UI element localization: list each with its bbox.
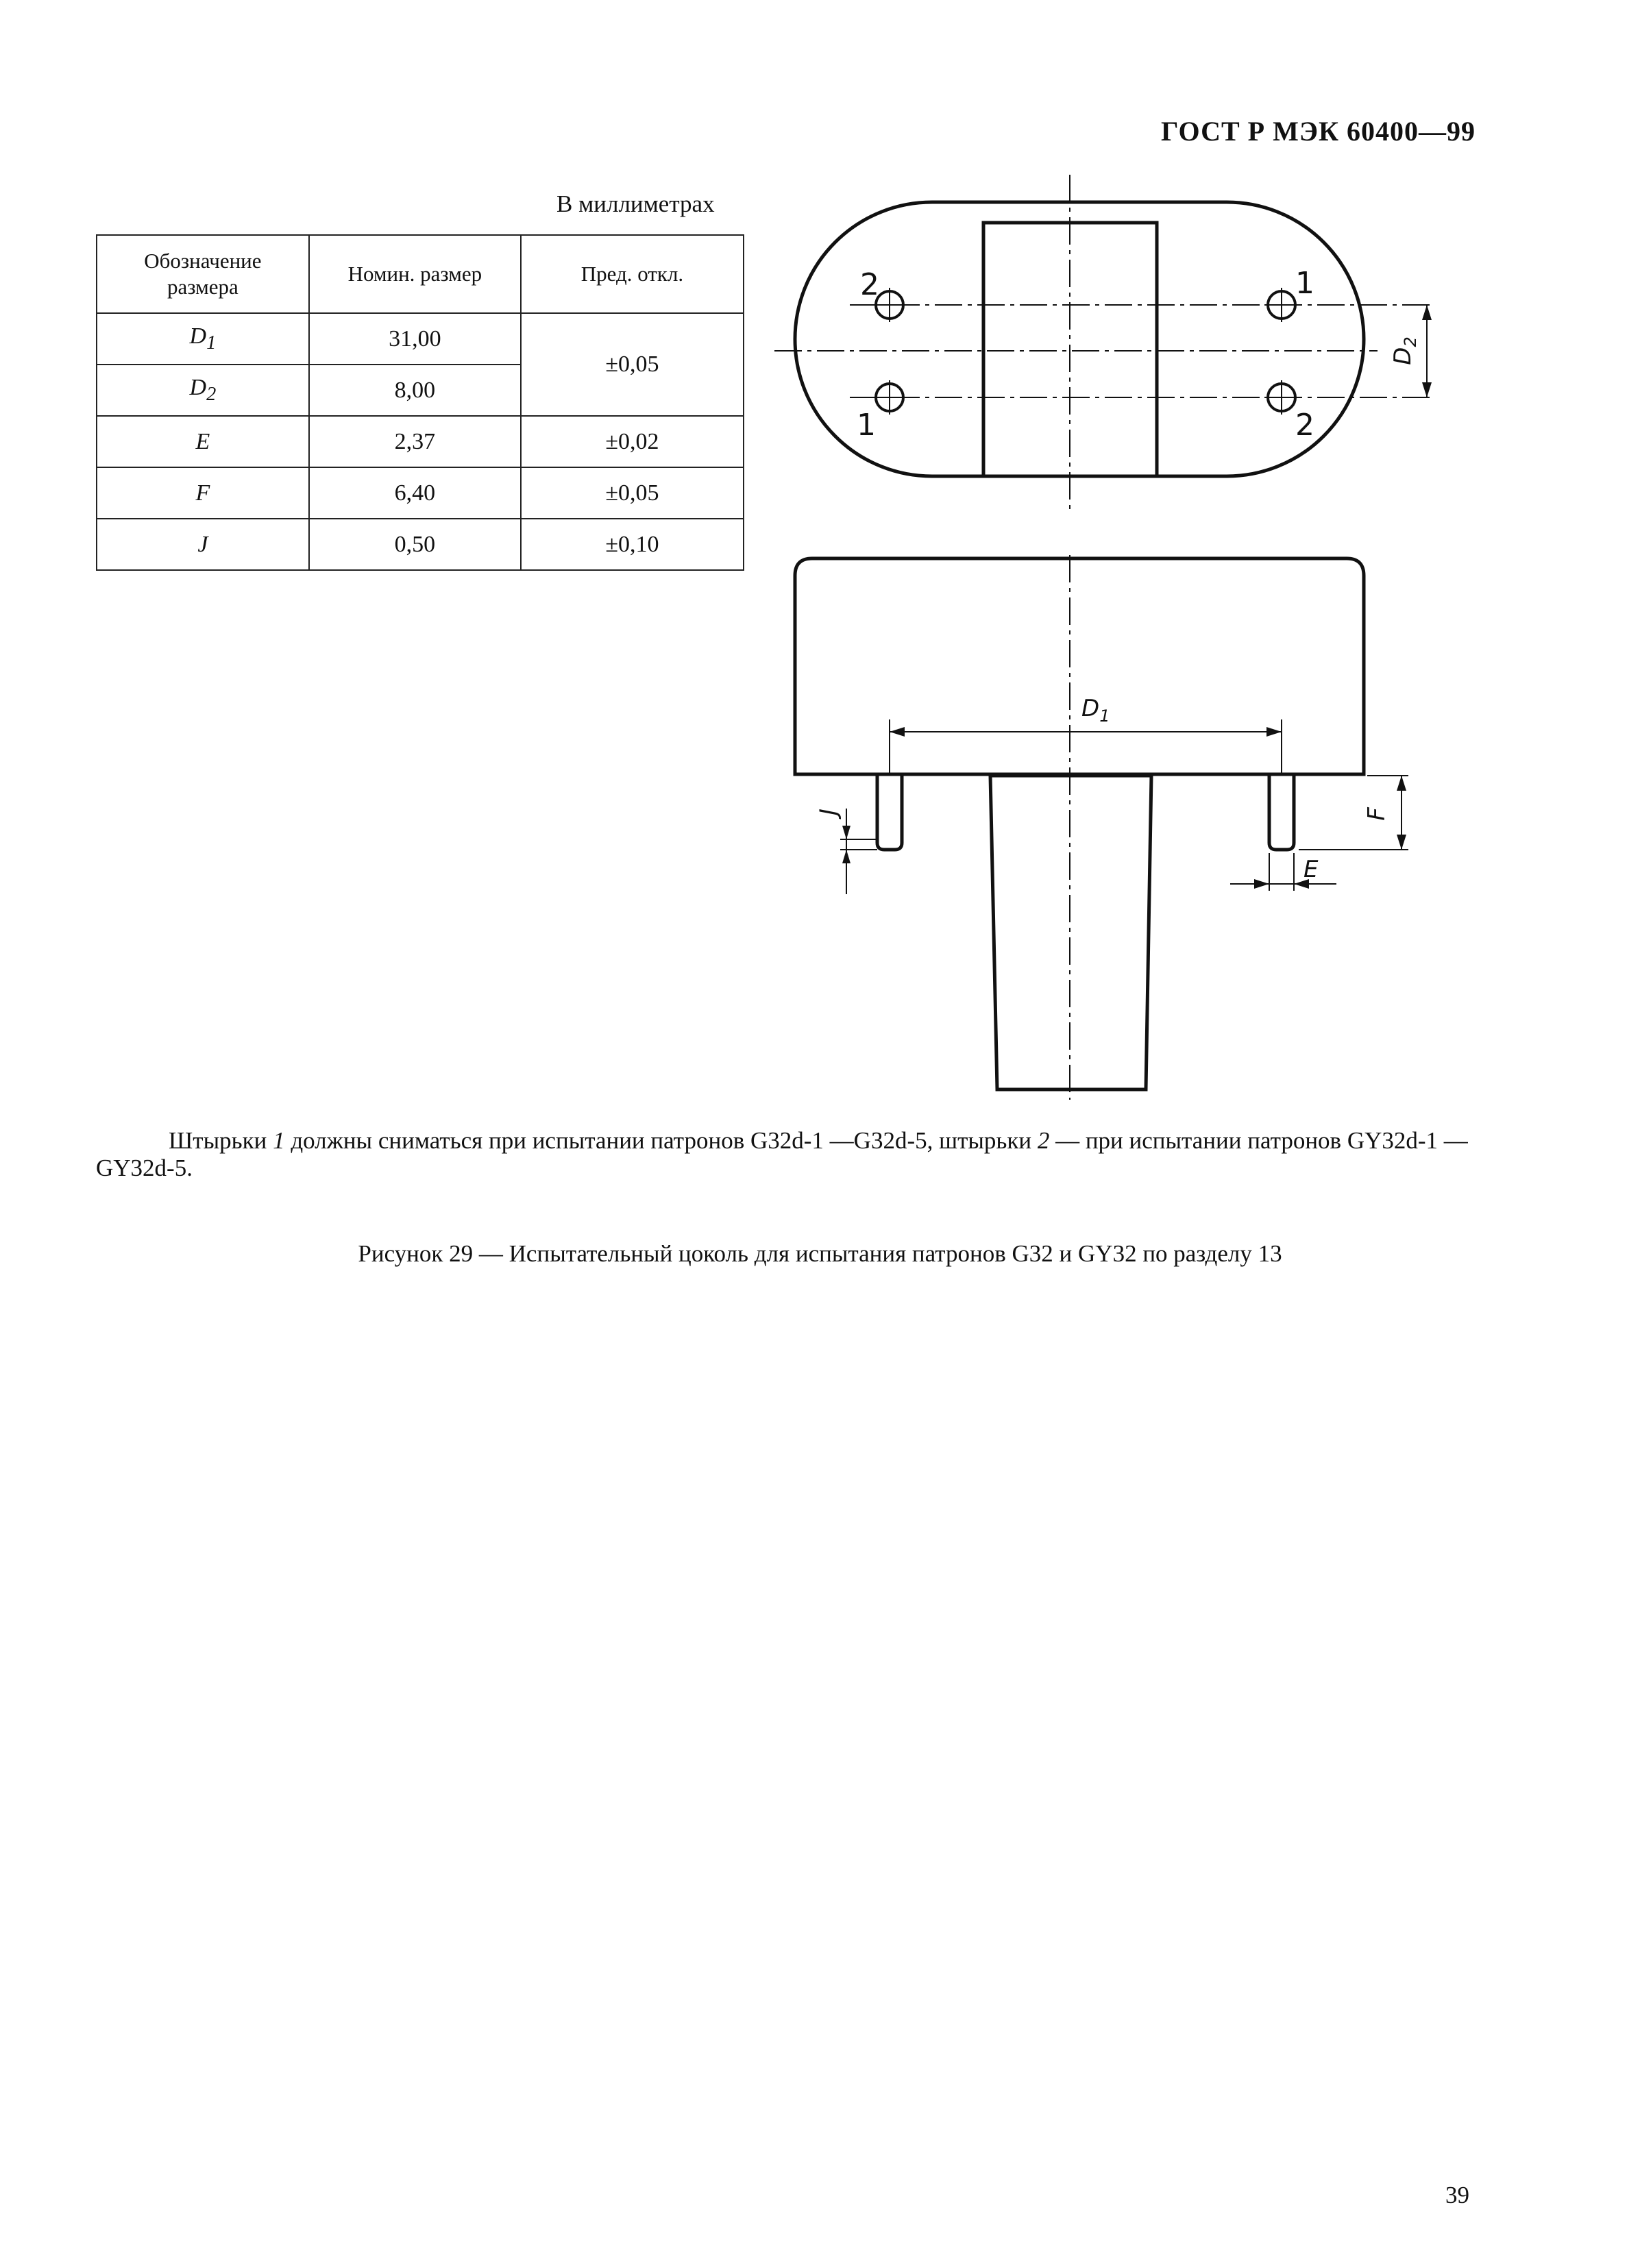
dimension-label-d2: $D_2$ (1389, 336, 1420, 365)
tolerance-cell: ±0,05 (521, 313, 744, 416)
document-header: ГОСТ Р МЭК 60400—99 (1161, 116, 1476, 147)
symbol-cell: $D_2$ (97, 365, 309, 416)
table-row (97, 313, 744, 365)
pin-removal-note: Штырьки 1 должны сниматься при испытании патронов G32d-1 —G32d-5, штырьки 2 — при испытании патронов GY32d-1 — GY32d-5. (96, 1127, 1468, 1181)
dimension-label-j: J (815, 808, 842, 816)
nominal-cell: 8,00 (309, 365, 521, 416)
symbol-cell: $D_1$ (97, 313, 309, 365)
table-header-row (97, 235, 744, 313)
symbol-cell: J (97, 519, 309, 570)
key-outline (990, 776, 1151, 1089)
symbol-cell: E (97, 416, 309, 467)
pin-label: 2 (860, 267, 879, 302)
tolerance-cell: ±0,10 (521, 519, 744, 570)
column-header: Пред. откл. (521, 235, 744, 313)
pin (877, 776, 902, 850)
tolerance-cell: ±0,05 (521, 467, 744, 519)
page-number: 39 (1445, 2182, 1469, 2208)
tolerance-cell: ±0,02 (521, 416, 744, 467)
column-header: Номин. размер (309, 235, 521, 313)
nominal-cell: 6,40 (309, 467, 521, 519)
nominal-cell: 2,37 (309, 416, 521, 467)
nominal-cell: 0,50 (309, 519, 521, 570)
dimensions-table (96, 234, 744, 571)
table-row (97, 467, 744, 519)
table-row (97, 519, 744, 570)
column-header: Обозначение размера (97, 235, 309, 313)
symbol-cell: F (97, 467, 309, 519)
pin-label: 2 (1295, 408, 1314, 443)
units-note: В миллиметрах (556, 190, 715, 217)
dimension-label-d1: $D_1$ (1081, 695, 1110, 726)
dimension-label-e: E (1304, 856, 1319, 883)
pin-label: 1 (1295, 266, 1314, 301)
dimension-label-f: F (1363, 807, 1391, 821)
test-cap-drawing (747, 171, 1453, 1110)
cap-top-outline (795, 202, 1364, 476)
pin (1269, 776, 1294, 850)
cap-body-outline (795, 558, 1364, 774)
figure-caption: Рисунок 29 — Испытательный цоколь для испытания патронов G32 и GY32 по разделу 13 (358, 1240, 1282, 1267)
nominal-cell: 31,00 (309, 313, 521, 365)
table-row (97, 416, 744, 467)
pin-label: 1 (857, 408, 876, 443)
